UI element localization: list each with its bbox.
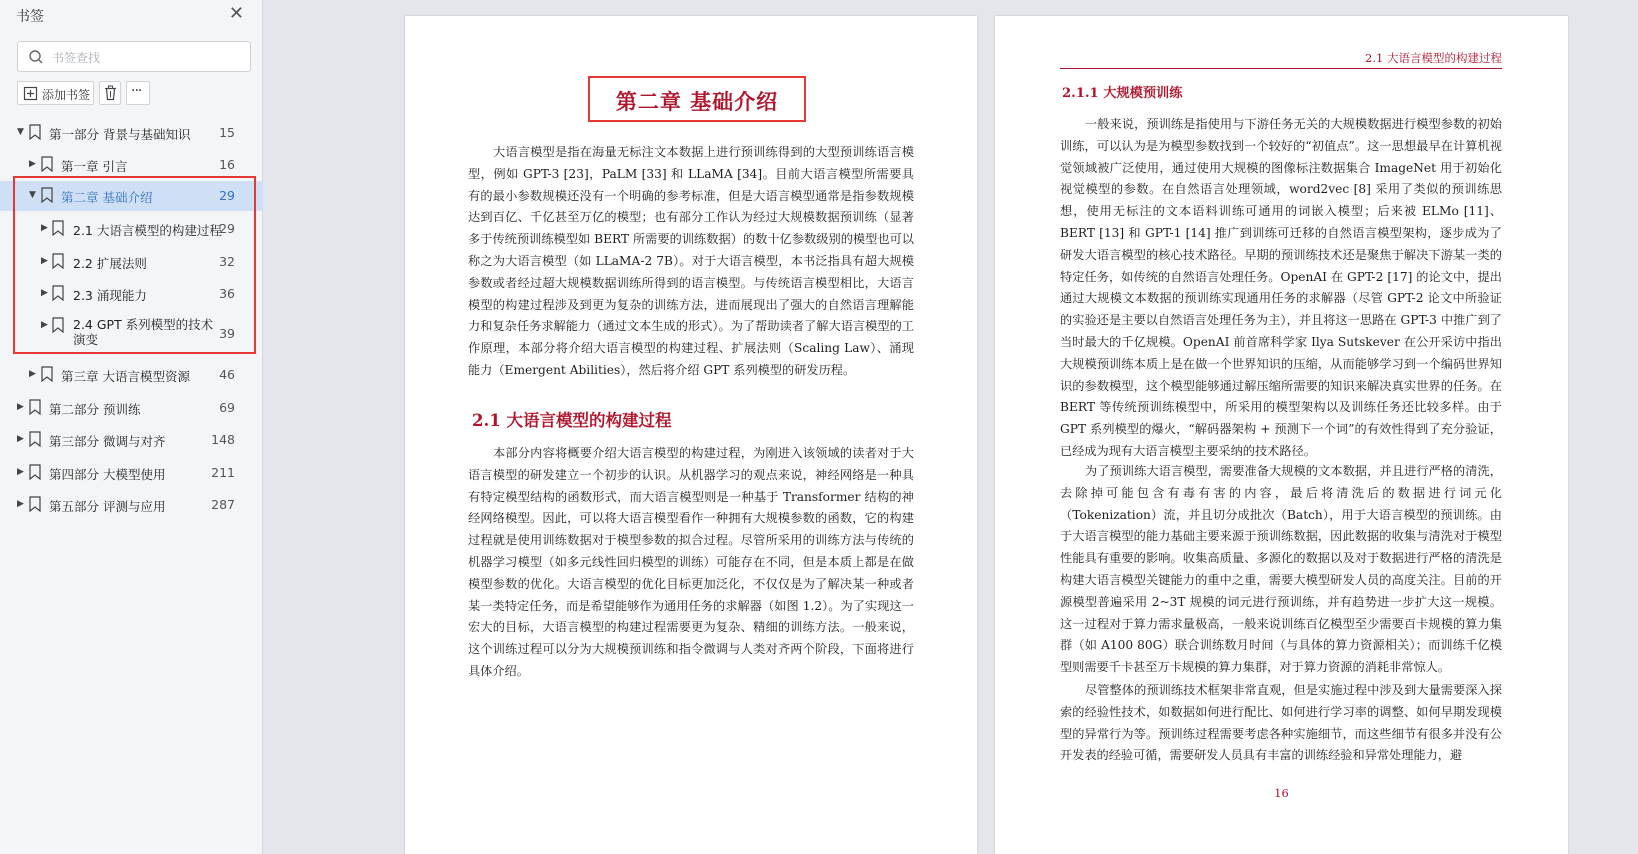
bookmark-item[interactable] bbox=[0, 118, 263, 148]
bookmark-item-selected[interactable] bbox=[0, 181, 263, 211]
running-header bbox=[1060, 52, 1502, 69]
bookmark-item[interactable] bbox=[0, 311, 263, 355]
bookmark-item[interactable] bbox=[0, 393, 263, 423]
trash-icon bbox=[104, 85, 117, 101]
caret-right-icon[interactable]: ▶ bbox=[41, 320, 48, 330]
bookmark-page: 36 bbox=[219, 286, 235, 301]
bookmark-label: 2.2 扩展法则 bbox=[73, 256, 147, 271]
more-options-button[interactable] bbox=[126, 81, 150, 105]
running-header-text: 2.1 大语言模型的构建过程 bbox=[1365, 51, 1502, 65]
add-bookmark-button[interactable] bbox=[17, 81, 94, 105]
caret-right-icon[interactable]: ▶ bbox=[29, 369, 36, 379]
body-paragraph: 尽管整体的预训练技术框架非常直观，但是实施过程中涉及到大量需要深入探索的经验性技术，如数据如何进行配比、如何进行学习率的调整、如何早期发现模型的异常行为等。预训练过程需要考虑各种实施细节，而这些细节有很多并没有公开发表的经验可循，需要研发人员具有丰富的训练经验和异常处理能力，避 bbox=[1060, 683, 1502, 763]
bookmark-label: 第三部分 微调与对齐 bbox=[49, 434, 166, 449]
bookmark-item[interactable] bbox=[0, 490, 263, 520]
delete-bookmark-button[interactable] bbox=[99, 81, 121, 105]
bookmark-icon bbox=[52, 253, 64, 269]
bookmark-label: 第一章 引言 bbox=[61, 159, 128, 174]
caret-right-icon[interactable]: ▶ bbox=[41, 288, 48, 298]
section-title: 2.1 大语言模型的构建过程 bbox=[472, 411, 672, 430]
bookmark-page: 69 bbox=[219, 400, 235, 415]
chapter-title: 第二章 基础介绍 bbox=[615, 89, 779, 114]
caret-right-icon[interactable]: ▶ bbox=[17, 402, 24, 412]
bookmark-item[interactable] bbox=[0, 247, 263, 277]
caret-right-icon[interactable]: ▶ bbox=[17, 499, 24, 509]
bookmark-icon bbox=[29, 496, 41, 512]
bookmark-icon bbox=[29, 399, 41, 415]
bookmark-label: 2.3 涌现能力 bbox=[73, 288, 147, 303]
bookmark-icon bbox=[52, 220, 64, 236]
panel-title: 书签 bbox=[16, 9, 44, 25]
caret-right-icon[interactable]: ▶ bbox=[17, 434, 24, 444]
caret-down-icon[interactable]: ▼ bbox=[29, 190, 36, 200]
bookmark-page: 29 bbox=[219, 188, 235, 203]
bookmark-icon bbox=[41, 187, 53, 203]
intro-paragraph: 大语言模型是指在海量无标注文本数据上进行预训练得到的大型预训练语言模型，例如 GPT-3 [23]，PaLM [33] 和 LLaMA [34]。目前大语言模型所需要具有的最小参数规模还没有一个明确的参考标准，但是大语言模型通常是指参数规模达到百亿、千亿甚至万亿的模型；也有部分工作认为经过大规模数据预训练（显著多于传统预训练模型如 BERT 所需要的训练数据）的数十亿参数级别的模型也可以称之为大语言模型（如 LLaMA-2 7B）。对于大语言模型，本书泛指具有超大规模参数或者经过超大规模数据训练所得到的语言模型。与传统语言模型相比，大语言模型的构建过程涉及到更为复杂的训练方法，进而展现出了强大的自然语言理解能力和复杂任务求解能力（通过文本生成的形式）。为了帮助读者了解大语言模型的工作原理，本部分将介绍大语言模型的构建过程、扩展法则（Scaling Law）、涌现能力（Emergent Abilities），然后将介绍 GPT 系列模型的研发历程。 bbox=[468, 145, 914, 377]
bookmark-item[interactable] bbox=[0, 214, 263, 244]
bookmark-page: 32 bbox=[219, 254, 235, 269]
bookmark-page: 148 bbox=[211, 432, 235, 447]
bookmark-label: 第一部分 背景与基础知识 bbox=[49, 127, 191, 142]
bookmark-page: 287 bbox=[211, 497, 235, 512]
bookmark-page: 211 bbox=[211, 465, 235, 480]
bookmark-item[interactable] bbox=[0, 279, 263, 309]
caret-down-icon[interactable]: ▼ bbox=[17, 127, 24, 137]
bookmark-label: 第五部分 评测与应用 bbox=[49, 499, 166, 514]
bookmark-icon bbox=[29, 124, 41, 140]
bookmark-page: 15 bbox=[219, 125, 235, 140]
caret-right-icon[interactable]: ▶ bbox=[17, 467, 24, 477]
bookmark-item[interactable] bbox=[0, 425, 263, 455]
page-number: 16 bbox=[1274, 786, 1289, 800]
search-icon bbox=[28, 49, 44, 65]
document-page-right bbox=[995, 16, 1568, 854]
chapter-title-highlight bbox=[588, 76, 806, 122]
bookmark-icon bbox=[52, 317, 64, 333]
bookmark-icon bbox=[29, 431, 41, 447]
bookmark-page: 39 bbox=[219, 326, 235, 341]
bookmark-label: 第三章 大语言模型资源 bbox=[61, 369, 190, 384]
add-bookmark-icon bbox=[23, 86, 38, 101]
bookmark-label: 第四部分 大模型使用 bbox=[49, 467, 166, 482]
section-paragraph: 本部分内容将概要介绍大语言模型的构建过程，为刚进入该领域的读者对于大语言模型的研发建立一个初步的认识。从机器学习的观点来说，神经网络是一种具有特定模型结构的函数形式，而大语言模型则是一种基于 Transformer 结构的神经网络模型。因此，可以将大语言模型看作一种拥有大规模参数的函数，它的构建过程就是使用训练数据对于模型参数的拟合过程。尽管所采用的训练方法与传统的机器学习模型（如多元线性回归模型的训练）可能存在不同，但是本质上都是在做模型参数的优化。大语言模型的优化目标更加泛化，不仅仅是为了解决某一种或者某一类特定任务，而是希望能够作为通用任务的求解器（如图 1.2）。为了实现这一宏大的目标，大语言模型的构建过程需要更为复杂、精细的训练方法。一般来说，这个训练过程可以分为大规模预训练和指令微调与人类对齐两个阶段，下面将进行具体介绍。 bbox=[468, 446, 914, 678]
search-input[interactable] bbox=[50, 47, 244, 69]
document-page-left bbox=[405, 16, 977, 854]
subsection-title: 2.1.1 大规模预训练 bbox=[1062, 86, 1183, 101]
sidebar-scrollbar[interactable] bbox=[250, 0, 260, 854]
bookmark-panel bbox=[0, 0, 263, 854]
body-paragraph: 一般来说，预训练是指使用与下游任务无关的大规模数据进行模型参数的初始训练，可以认为是为模型参数找到一个较好的“初值点”。这一思想最早在计算机视觉领域被广泛使用，通过使用大规模的图像标注数据集合 ImageNet 用于初始化视觉模型的参数。在自然语言处理领域，word2vec [8] 采用了类似的预训练思想，使用无标注的文本语料训练可通用的词嵌入模型；后来被 ELMo [11]、BERT [13] 和 GPT-1 [14] 推广到训练可迁移的自然语言模型架构，逐步成为了研发大语言模型的核心技术路径。早期的预训练技术还是聚焦于解决下游某一类的特定任务，如传统的自然语言处理任务。OpenAI 在 GPT-2 [17] 的论文中，提出通过大规模文本数据的预训练实现通用任务的求解器（尽管 GPT-2 论文中所验证的实验还是主要以自然语言处理任务为主），并且将这一思路在 GPT-3 中推广到了当时最大的千亿规模。OpenAI 前首席科学家 Ilya Sutskever 在公开采访中指出大规模预训练本质上是在做一个世界知识的压缩，从而能够学习到一个编码世界知识的参数模型，这个模型能够通过解压缩所需要的知识来解决真实世界的任务。在 BERT 等传统预训练模型中，所采用的模型架构以及训练任务还比较多样。由于 GPT 系列模型的爆火，“解码器架构 + 预测下一个词”的有效性得到了充分验证，已经成为现有大语言模型主要采纳的技术路径。 bbox=[1060, 117, 1502, 458]
close-icon[interactable]: ✕ bbox=[228, 3, 244, 24]
caret-right-icon[interactable]: ▶ bbox=[29, 159, 36, 169]
bookmark-item[interactable] bbox=[0, 360, 263, 390]
bookmark-page: 46 bbox=[219, 367, 235, 382]
bookmark-icon bbox=[29, 464, 41, 480]
bookmark-search[interactable] bbox=[17, 41, 251, 72]
more-icon: ··· bbox=[131, 83, 142, 99]
bookmark-page: 29 bbox=[219, 221, 235, 236]
body-paragraph: 为了预训练大语言模型，需要准备大规模的文本数据，并且进行严格的清洗，去除掉可能包含有毒有害的内容，最后将清洗后的数据进行词元化（Tokenization）流，并且切分成批次（Batch），用于大语言模型的预训练。由于大语言模型的能力基础主要来源于预训练数据，因此数据的收集与清洗对于模型性能具有重要的影响。收集高质量、多源化的数据以及对于数据进行严格的清洗是构建大语言模型关键能力的重中之重，需要大模型研发人员的高度关注。目前的开源模型普遍采用 2~3T 规模的词元进行预训练，并有趋势进一步扩大这一规模。这一过程对于算力需求量极高，一般来说训练百亿模型至少需要百卡规模的算力集群（如 A100 80G）联合训练数月时间（与具体的算力资源相关）；而训练千亿模型则需要千卡甚至万卡规模的算力集群，对于算力资源的消耗非常惊人。 bbox=[1060, 464, 1502, 675]
bookmark-icon bbox=[41, 366, 53, 382]
bookmark-label: 2.4 GPT 系列模型的技术演变 bbox=[73, 317, 214, 347]
bookmark-icon bbox=[41, 156, 53, 172]
bookmark-label: 2.1 大语言模型的构建过程 bbox=[73, 223, 222, 238]
add-bookmark-label: 添加书签 bbox=[42, 88, 91, 102]
bookmark-item[interactable] bbox=[0, 458, 263, 488]
bookmark-page: 16 bbox=[219, 157, 235, 172]
bookmark-label: 第二章 基础介绍 bbox=[61, 190, 153, 205]
caret-right-icon[interactable]: ▶ bbox=[41, 256, 48, 266]
caret-right-icon[interactable]: ▶ bbox=[41, 223, 48, 233]
bookmark-item[interactable] bbox=[0, 150, 263, 180]
bookmark-label: 第二部分 预训练 bbox=[49, 402, 141, 417]
bookmark-icon bbox=[52, 285, 64, 301]
